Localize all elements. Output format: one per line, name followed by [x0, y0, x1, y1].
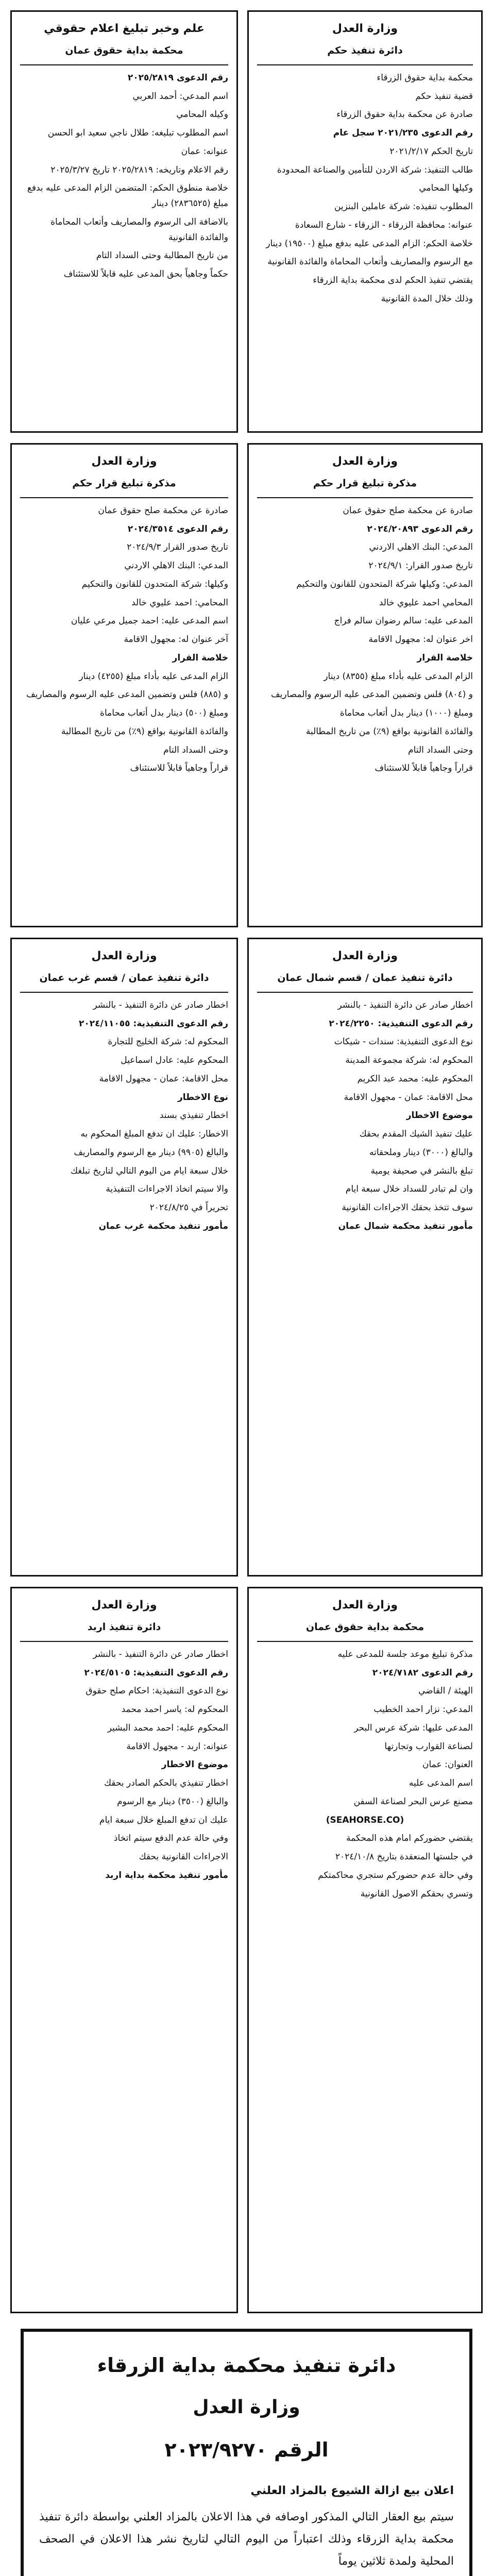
notice-line: المحامي احمد عليوي خالد: [379, 597, 473, 608]
notice-line: وكيله المحامي: [176, 109, 228, 120]
notice-line: مذكرة تبليغ موعد جلسة للمدعى عليه: [337, 1649, 473, 1659]
notice-line: في جلستها المنعقدة بتاريخ ٢٠٢٤/١٠/٨: [335, 1852, 473, 1862]
notice-header: وزارة العدل: [91, 455, 157, 468]
notice-subheader: دائرة تنفيذ عمان / قسم شمال عمان: [277, 972, 453, 984]
notice-line: وذلك خلال المدة القانونية: [381, 293, 473, 304]
notice-line: اخر عنوان له: مجهول الاقامة: [368, 634, 473, 645]
notice-amman-peace-court-2: [10, 443, 238, 927]
notice-line: رقم الدعوى ٢٠٢٤/٧١٨٢: [372, 1667, 473, 1678]
notice-line: والا سيتم اتخاذ الاجراءات التنفيذية: [106, 1184, 228, 1195]
notice-line: اسم المدعى عليه: [409, 1778, 473, 1788]
final-notice-ministry: وزارة العدل: [193, 2397, 300, 2418]
notice-line: من تاريخ المطالبة وحتى السداد التام: [96, 250, 228, 261]
divider: [257, 992, 473, 993]
notice-line: وان لم تبادر للسداد خلال سبعة ايام: [345, 1184, 473, 1195]
notice-line: وكيلها: شركة المتحدون للقانون والتحكيم: [81, 579, 228, 589]
notice-line: رقم الدعوى ٢٠٢٥/٢٨١٩: [127, 72, 228, 83]
notice-line: موضوع الاخطار: [406, 1110, 473, 1121]
notice-line: قضية تنفيذ حكم: [415, 91, 473, 101]
notice-header: وزارة العدل: [332, 22, 398, 35]
notice-line: يقتضي تنفيذ الحكم لدى محكمة بداية الزرقاء: [313, 275, 473, 285]
notice-line: ومبلغ (٥٠٠) دينار بدل أتعاب محاماة: [100, 708, 228, 718]
notice-line: مأمور تنفيذ محكمة بداية اربد: [105, 1870, 228, 1880]
notice-line: خلاصة القرار: [172, 652, 228, 663]
notice-line: اخطار صادر عن دائرة التنفيذ - بالنشر: [337, 999, 473, 1010]
notice-line: المحكوم عليه: محمد عبد الكريم: [357, 1073, 473, 1084]
notice-north-amman-execution: [247, 938, 483, 1577]
notice-header: علم وخبر تبليغ اعلام حقوقي: [44, 22, 205, 35]
notice-line: المحامي: احمد عليوي خالد: [131, 597, 228, 608]
notice-line: رقم الدعوى التنفيذية: ٢٠٢٤/٢٢٥٠: [329, 1018, 473, 1029]
notice-line: محل الاقامة: عمان - مجهول الاقامة: [99, 1073, 228, 1084]
notice-line: و (٨٨٥) فلس وتضمين المدعى عليه الرسوم والمصاريف: [26, 689, 228, 700]
notice-header: وزارة العدل: [332, 1599, 398, 1612]
notice-line: رقم الدعوى التنفيذية: ٢٠٢٤/١١٠٥٥: [78, 1018, 228, 1029]
notice-line: والفائدة القانونية بواقع (٩٪) من تاريخ المطالبة: [61, 726, 228, 737]
divider: [20, 497, 228, 498]
notice-irbid-execution: [10, 1587, 238, 2313]
divider: [257, 497, 473, 498]
notice-line: تاريخ صدور القرار: ٢٠٢٤/٩/١: [368, 561, 473, 571]
notice-line: عنوانه: اربد - مجهول الاقامة: [126, 1741, 228, 1752]
notice-header: وزارة العدل: [91, 950, 157, 962]
notice-subheader: مذكرة تبليغ قرار حكم: [313, 477, 417, 489]
notice-amman-court-judgment: [10, 10, 238, 433]
notice-line: ومبلغ (١٠٠٠) دينار بدل أتعاب محاماة: [339, 708, 473, 718]
final-notice-title: دائرة تنفيذ محكمة بداية الزرقاء: [97, 2354, 396, 2377]
notice-line: تبلغ بالنشر في صحيفة يومية: [370, 1165, 473, 1176]
notice-line: وفي حالة عدم حضوركم ستجري محاكمتكم: [318, 1870, 473, 1880]
notice-line: حكماً وجاهياً بحق المدعى عليه قابلاً للاستئناف: [63, 269, 228, 279]
divider: [20, 1641, 228, 1642]
notice-line: رقم الدعوى التنفيذية: ٢٠٢٤/٥١٠٥: [84, 1667, 228, 1678]
notice-line: رقم الدعوى ٢٠٢٤/٢٠٨٩٣: [367, 523, 473, 534]
divider: [257, 1641, 473, 1642]
notice-line: طالب التنفيذ: شركة الاردن للتأمين والصناعة المحدودة: [277, 164, 473, 175]
notice-line: المحكوم له: ياسر احمد محمد: [121, 1704, 228, 1715]
notice-line: والفائدة القانونية بواقع (٩٪) من تاريخ المطالبة: [305, 726, 473, 737]
final-notice-paragraph: اعلان بيع ازالة الشيوع بالمزاد العلني: [250, 2484, 454, 2498]
notice-line: صادرة عن محكمة بداية حقوق الزرقاء: [336, 109, 473, 120]
notice-line: رقم الدعوى ٢٠٢٤/٣٥١٤: [127, 523, 228, 534]
notice-line: الهيئة / القاضي: [418, 1686, 473, 1697]
notice-line: اخطار تنفيذي بسند: [159, 1110, 228, 1121]
notice-line: المحكوم له: شركة الخليج للتجارة: [108, 1037, 228, 1047]
notice-line: آخر عنوان له: مجهول الاقامة: [124, 634, 228, 645]
notice-line: نوع الدعوى التنفيذية: احكام صلح حقوق: [86, 1686, 228, 1697]
notice-line: الاجراءات القانونية بحقك: [139, 1852, 228, 1862]
notice-line: صادرة عن محكمة صلح حقوق عمان: [343, 505, 473, 516]
notice-header: وزارة العدل: [91, 1599, 157, 1612]
notice-line: المحكوم عليه: عادل اسماعيل: [121, 1055, 228, 1065]
notice-line: وفي حالة عدم الدفع سيتم اتخاذ: [113, 1833, 228, 1844]
notice-line: محل الاقامة: عمان - مجهول الاقامة: [344, 1092, 473, 1103]
notice-line: تحريراً في ٢٠٢٤/٨/٢٥: [149, 1202, 228, 1213]
notice-line: عنوانه: عمان: [181, 146, 228, 157]
notice-line: (SEAHORSE.CO): [326, 1815, 404, 1825]
notice-line: والبالغ (٩٩٠٥) دينار مع الرسوم والمصاريف: [74, 1147, 228, 1158]
notice-header: وزارة العدل: [332, 950, 398, 962]
notice-line: المدعي: نزار احمد الخطيب: [373, 1704, 473, 1715]
notice-line: تاريخ صدور القرار ٢٠٢٤/٩/٣: [127, 542, 228, 553]
final-notice-number: الرقم ٢٠٢٣/٩٢٧٠: [164, 2438, 329, 2462]
notice-line: خلاصة القرار: [417, 652, 473, 663]
final-notice-paragraph: سيتم بيع العقار التالي المذكور اوصافه في هذا الاعلان بالمزاد العلني بواسطة دائرة تنفيذ محكمة بداية الزرقاء وذلك اعتباراً من اليوم التالي لتاريخ نشر هذا الاعلان في الصحف المحلية ولمدة ثلاثين يوماً: [39, 2511, 454, 2568]
notice-subheader: مذكرة تبليغ قرار حكم: [72, 477, 176, 489]
notice-line: والبالغ (٣٠٠٠) دينار وملحقاته: [369, 1147, 473, 1158]
notice-zarqa-auction: [21, 2329, 472, 2576]
notice-line: خلال سبعة ايام من اليوم التالي لتاريخ تبلغك: [70, 1165, 228, 1176]
notice-line: المدعى عليها: شركة عرس البحر: [354, 1722, 473, 1733]
notice-line: رقم الدعوى ٢٠٢١/٢٣٥ سجل عام: [333, 128, 473, 138]
notice-line: مأمور تنفيذ محكمة شمال عمان: [338, 1221, 473, 1231]
notice-line: لصناعة القوارب وتجارتها: [384, 1741, 473, 1752]
notice-line: المحكوم عليه: احمد محمد البشير: [107, 1722, 228, 1733]
notice-line: والبالغ (٣٥٠٠) دينار مع الرسوم: [117, 1796, 228, 1807]
notice-line: وحتى السداد التام: [408, 744, 473, 755]
notice-line: اسم المدعي: أحمد العربي: [132, 91, 228, 101]
notice-line: قراراً وجاهياً قابلاً للاستئناف: [130, 763, 228, 774]
notice-line: اخطار صادر عن دائرة التنفيذ - بالنشر: [93, 999, 228, 1010]
notice-line: رقم الاعلام وتاريخه: ٢٠٢٥/٢٨١٩ تاريخ ٢٠٢٥/٣/٢٧: [50, 164, 228, 175]
notice-line: خلاصة منطوق الحكم: المتضمن الزام المدعى عليه بدفع مبلغ (٢٨٣٦٥٢٥) دينار: [27, 183, 228, 209]
notice-line: محكمة بداية حقوق الزرقاء: [377, 72, 473, 83]
notice-line: المدعي: البنك الاهلي الاردني: [124, 561, 228, 571]
notice-line: قراراً وجاهياً قابلاً للاستئناف: [375, 763, 473, 774]
notice-line: اسم المطلوب تبليغه: طلال ناجي سعيد ابو الحسن: [47, 128, 228, 138]
divider: [20, 992, 228, 993]
notice-header: وزارة العدل: [332, 455, 398, 468]
notice-subheader: محكمة بداية حقوق عمان: [65, 44, 183, 56]
notice-line: خلاصة الحكم: الزام المدعى عليه بدفع مبلغ (١٩٥٠٠) دينار: [266, 238, 473, 249]
notice-line: العنوان: عمان: [422, 1759, 473, 1770]
notice-subheader: دائرة تنفيذ حكم: [327, 44, 403, 56]
notice-line: نوع الدعوى التنفيذية: سندات - شيكات: [334, 1037, 473, 1047]
notice-line: الزام المدعى عليه بأداء مبلغ (٤٢٥٥) دينار: [79, 671, 228, 682]
notice-line: المدعي: البنك الاهلي الاردني: [369, 542, 473, 553]
notice-line: مأمور تنفيذ محكمة غرب عمان: [98, 1221, 228, 1231]
notice-line: مع الرسوم والمصاريف وأتعاب المحاماة والفائدة القانونية: [267, 257, 473, 267]
notice-line: سوف تتخذ بحقك الاجراءات القانونية: [342, 1202, 473, 1213]
notice-west-amman-execution: [10, 938, 238, 1577]
notice-line: يقتضي حضوركم امام هذه المحكمة: [346, 1833, 473, 1844]
notice-line: وكيلها المحامي: [419, 183, 473, 194]
notice-line: وحتى السداد التام: [163, 744, 228, 755]
notice-subheader: دائرة تنفيذ اربد: [87, 1621, 161, 1633]
notice-subheader: محكمة بداية حقوق عمان: [305, 1621, 424, 1633]
notice-subheader: دائرة تنفيذ عمان / قسم غرب عمان: [39, 972, 209, 984]
notice-zarqa-execution: [247, 10, 483, 433]
notice-line: و (٨٠٤) فلس وتضمين المدعى عليه الرسوم والمصاريف: [271, 689, 473, 700]
notice-line: بالاضافة الى الرسوم والمصاريف وأتعاب المحاماة والفائدة القانونية: [50, 216, 228, 243]
notice-line: الزام المدعى عليه بأداء مبلغ (٨٣٥٥) دينار: [324, 671, 473, 682]
notice-amman-first-instance-session: [247, 1587, 483, 2313]
notice-line: عنوانه: محافظة الزرقاء - الزرقاء - شارع السعادة: [295, 219, 473, 230]
notice-line: عليك ان تدفع المبلغ خلال سبعة ايام: [99, 1815, 228, 1825]
notice-line: موضوع الاخطار: [161, 1759, 228, 1770]
notice-amman-peace-court-1: [247, 443, 483, 927]
notice-line: تاريخ الحكم ٢٠٢١/٢/١٧: [389, 146, 473, 157]
notice-line: اخطار صادر عن دائرة التنفيذ - بالنشر: [93, 1649, 228, 1659]
divider: [20, 64, 228, 65]
notice-line: المدعي: وكيلها شركة المتحدون للقانون والتحكيم: [296, 579, 473, 589]
notice-line: المدعى عليه: سالم رضوان سالم فراج: [334, 616, 473, 626]
notice-line: المحكوم له: شركة مجموعة المدينة: [345, 1055, 473, 1065]
notice-line: مصنع عرس البحر لصناعة السفن: [353, 1796, 473, 1807]
divider: [257, 64, 473, 65]
notice-line: وتسري بحقكم الاصول القانونية: [360, 1888, 473, 1899]
notice-line: عليك تنفيذ الشيك المقدم بحقك: [359, 1129, 473, 1139]
notice-line: الاخطار: عليك ان تدفع المبلغ المحكوم به: [80, 1129, 228, 1139]
notice-line: اسم المدعى عليه: احمد جميل مرعي عليان: [71, 616, 228, 626]
notice-line: صادرة عن محكمة صلح حقوق عمان: [98, 505, 228, 516]
notice-line: اخطار تنفيذي بالحكم الصادر بحقك: [104, 1778, 228, 1788]
notice-line: المطلوب تنفيذه: شركة عاملين البنزين: [334, 201, 473, 212]
notice-line: نوع الاخطار: [177, 1092, 228, 1103]
